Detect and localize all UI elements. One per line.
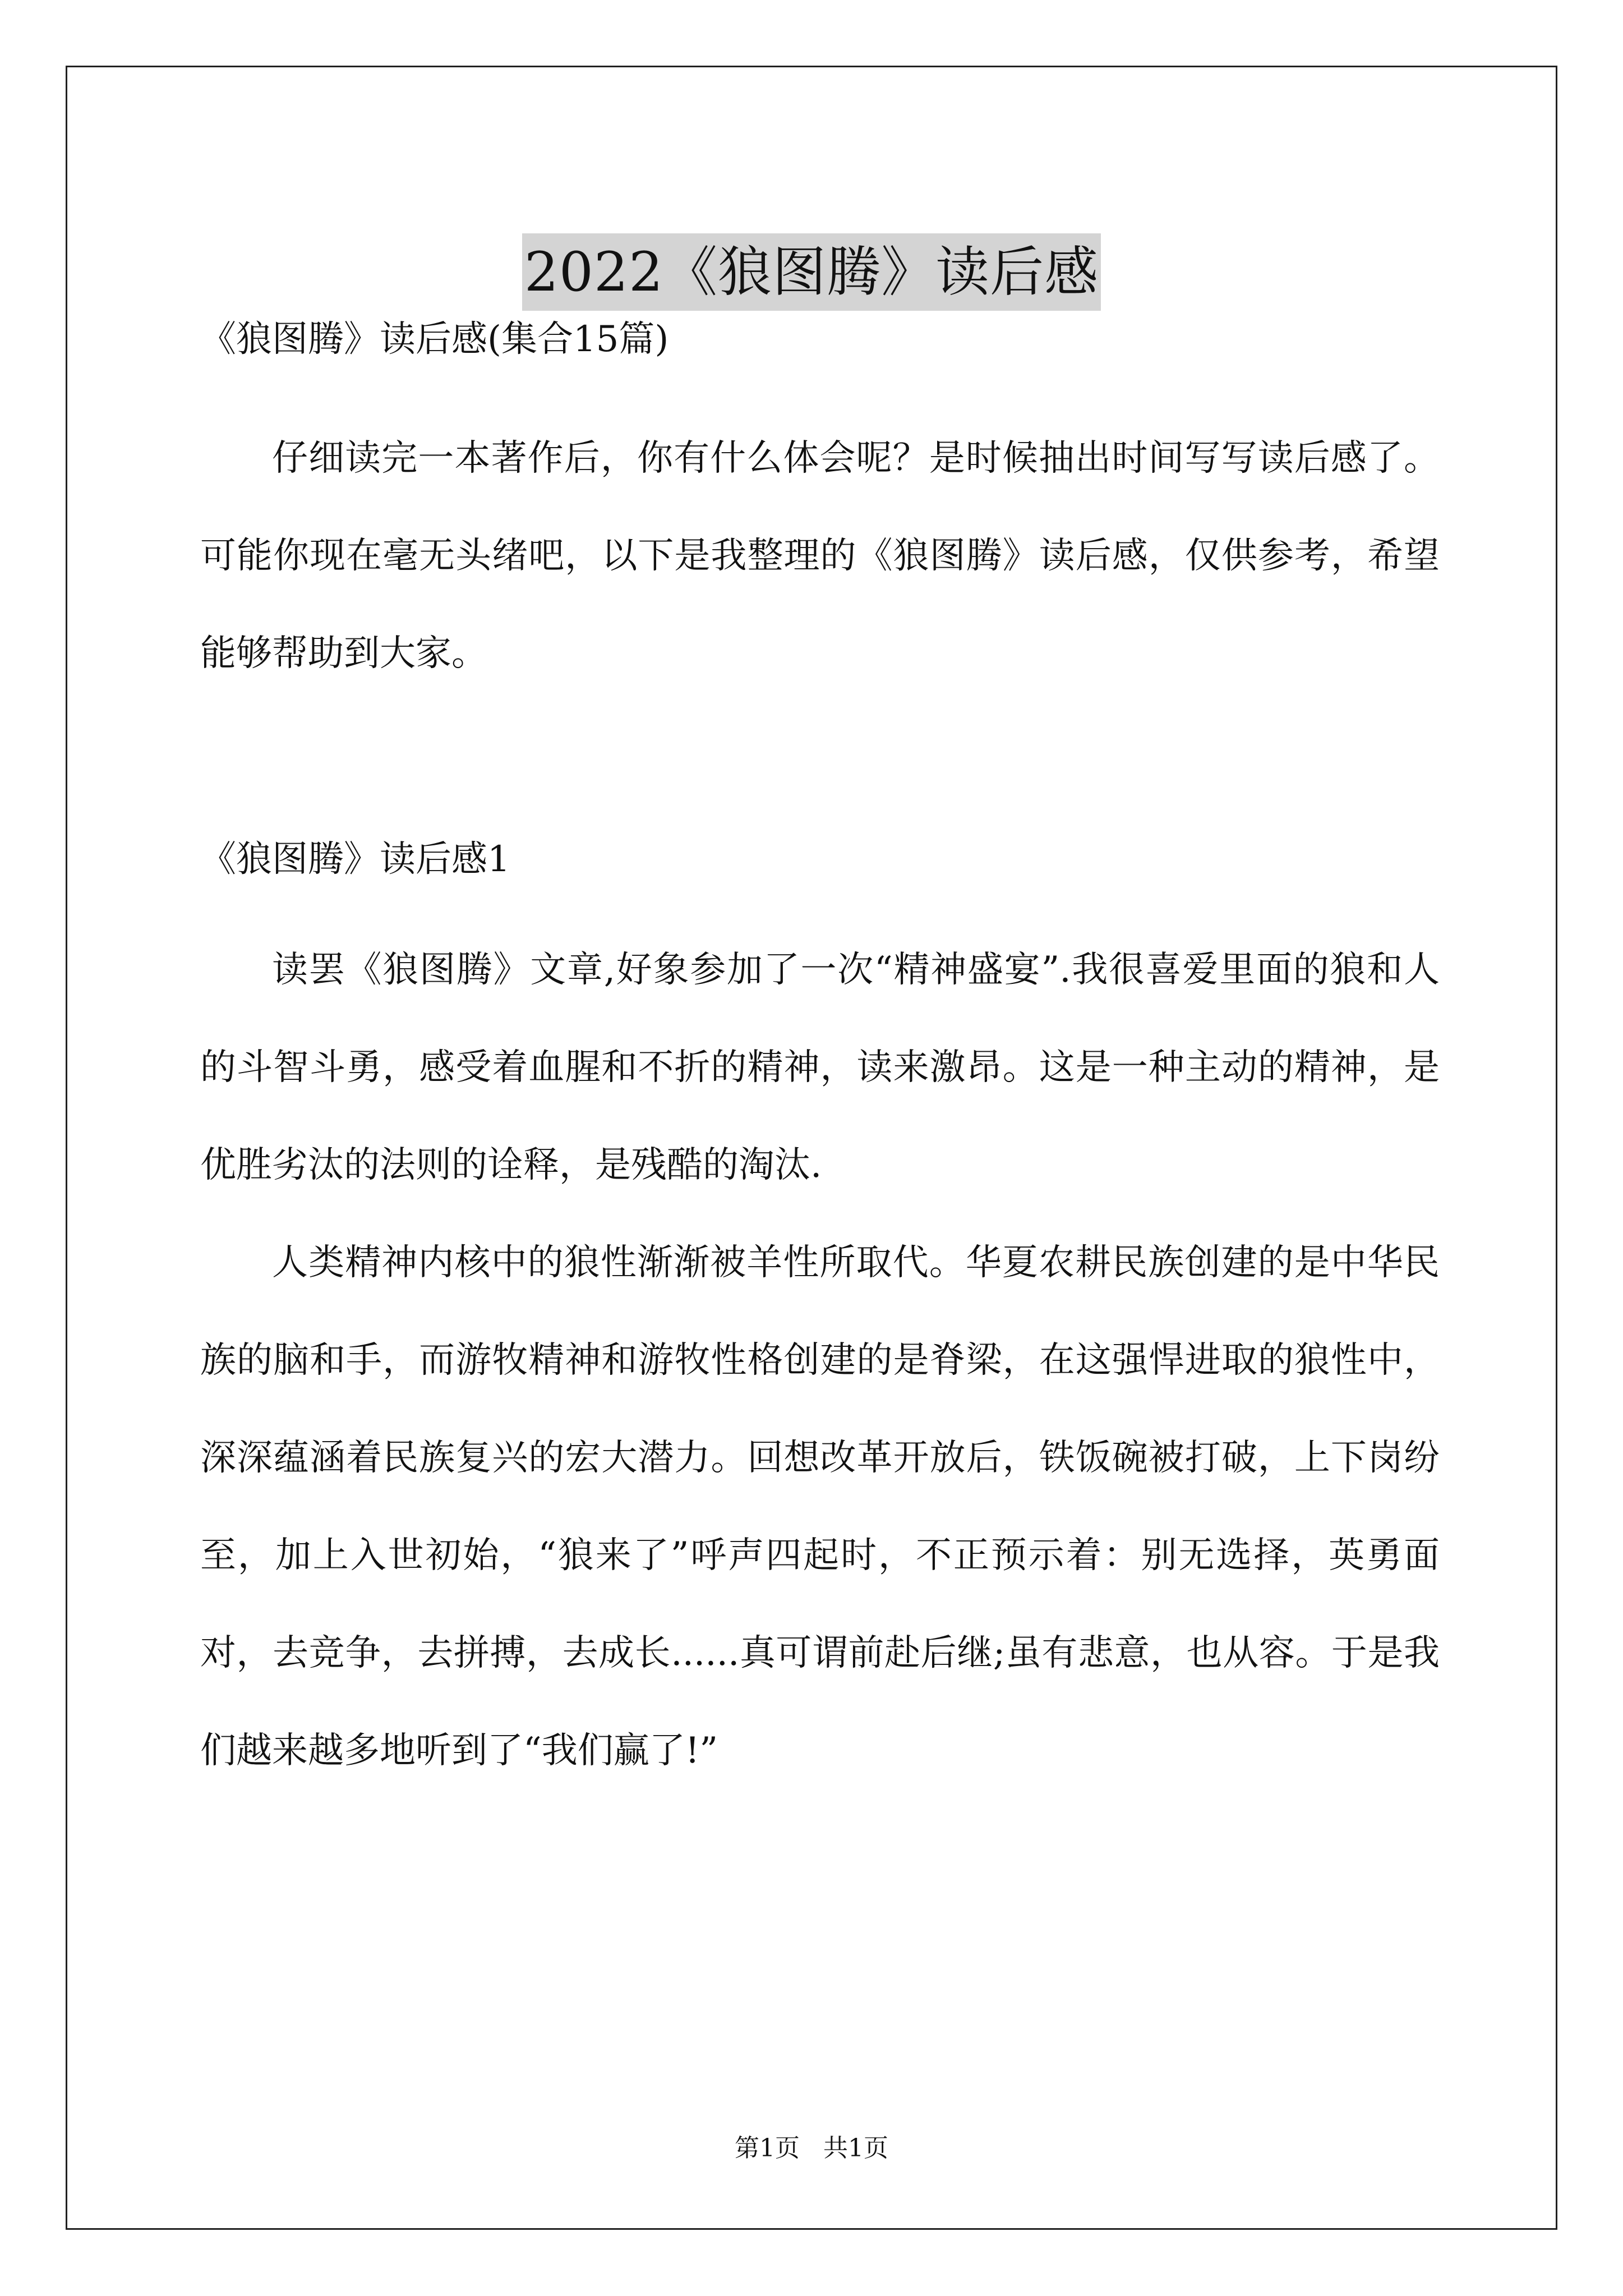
section-heading: 《狼图腾》读后感1 bbox=[200, 839, 510, 880]
document-title: 2022《狼图腾》读后感 bbox=[522, 233, 1101, 311]
intro-paragraph: 仔细读完一本著作后，你有什么体会呢？是时候抽出时间写写读后感了。可能你现在毫无头绪吧，以下是我整理的《狼图腾》读后感，仅供参考，希望能够帮助到大家。 bbox=[200, 438, 1440, 674]
spacer bbox=[200, 887, 1440, 921]
spacer bbox=[200, 367, 1440, 409]
body-paragraph: 人类精神内核中的狼性渐渐被羊性所取代。华夏农耕民族创建的是中华民族的脑和手，而游牧精神和游牧性格创建的是脊梁，在这强悍进取的狼性中，深深蕴涵着民族复兴的宏大潜力。回想改革开放后，铁饭碗被打破，上下岗纷至，加上入世初始，“狼来了”呼声四起时，不正预示着：别无选择，英勇面对，去竞争，去拼搏，去成长......真可谓前赴后继;虽有悲意，也从容。于是我们越来越多地听到了“我们赢了!” bbox=[200, 1242, 1440, 1772]
spacer bbox=[200, 702, 1440, 831]
document-subtitle: 《狼图腾》读后感(集合15篇) bbox=[200, 319, 669, 360]
document-body bbox=[200, 311, 1440, 1800]
page-number: 第1页 共1页 bbox=[735, 2134, 888, 2162]
body-paragraph: 读罢《狼图腾》文章,好象参加了一次“精神盛宴”.我很喜爱里面的狼和人的斗智斗勇，感受着血腥和不折的精神，读来激昂。这是一种主动的精神，是优胜劣汰的法则的诠释，是残酷的淘汰. bbox=[200, 949, 1440, 1186]
page-footer bbox=[0, 2132, 1623, 2165]
